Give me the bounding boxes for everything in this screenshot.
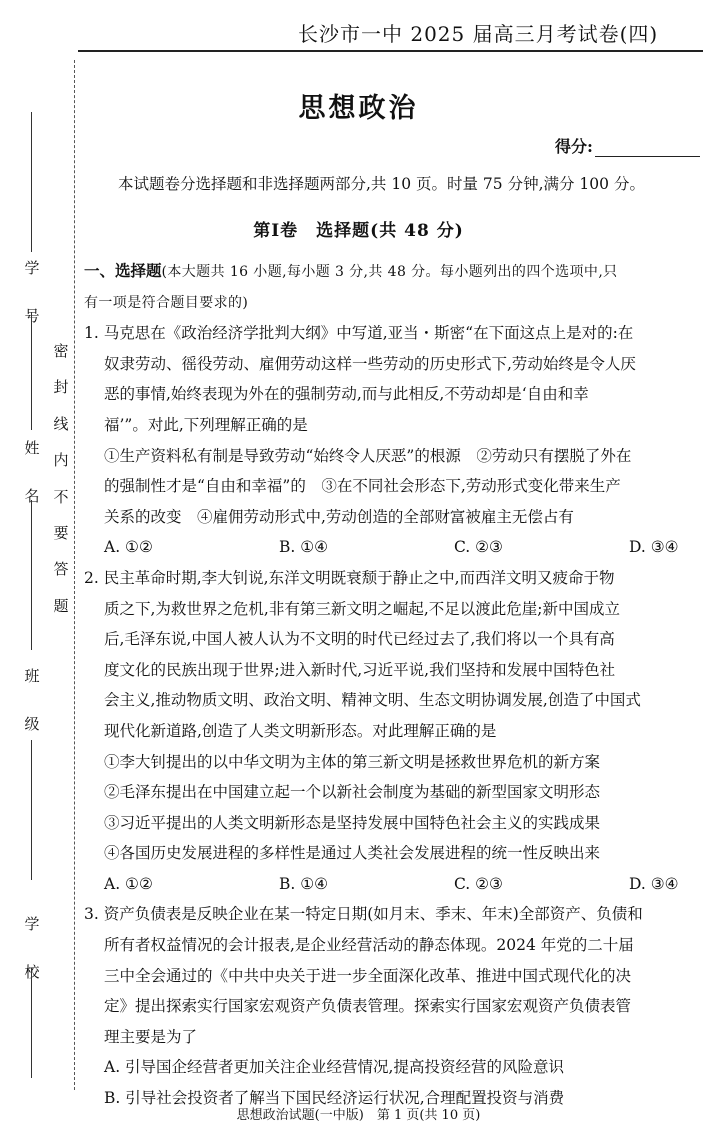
- part-note-1: (本大题共 16 小题,每小题 3 分,共 48 分。每小题列出的四个选项中,只: [161, 264, 618, 280]
- name-text: 姓 名: [24, 439, 40, 505]
- score-field: [555, 134, 700, 157]
- q3-line: 定》提出探索实行国家宏观资产负债表管理。探索实行国家宏观资产负债表管: [104, 997, 632, 1016]
- q2-option-b[interactable]: B. ①④: [279, 874, 329, 893]
- q3-line: 三中全会通过的《中共中央关于进一步全面深化改革、推进中国式现代化的决: [104, 966, 632, 985]
- q1-line: 的强制性才是“自由和幸福”的 ③在不同社会形态下,劳动形式变化带来生产: [104, 477, 621, 496]
- q2-line: 现代化新道路,创造了人类文明新形态。对此理解正确的是: [104, 721, 497, 740]
- part-note-2: 有一项是符合题目要求的): [84, 294, 249, 311]
- question-1: [84, 318, 704, 563]
- q2-line: 2. 民主革命时期,李大钊说,东洋文明既衰颓于静止之中,而西洋文明又疲命于物: [84, 568, 615, 587]
- q1-line: 恶的事情,始终表现为外在的强制劳动,而与此相反,不劳动却是‘自由和幸: [104, 385, 589, 404]
- section-title: 第Ⅰ卷 选择题(共 48 分): [253, 221, 464, 241]
- class-text: 班 级: [24, 667, 40, 733]
- name-blank[interactable]: [31, 500, 32, 650]
- q2-line: 后,毛泽东说,中国人被人认为不文明的时代已经过去了,我们将以一个具有高: [104, 630, 615, 649]
- q2-item: ④各国历史发展进程的多样性是通过人类社会发展进程的统一性反映出来: [104, 844, 601, 863]
- q3-line: 理主要是为了: [104, 1027, 198, 1046]
- header-rule: [78, 50, 703, 52]
- page-footer: 思想政治试题(一中版) 第 1 页(共 10 页): [236, 1108, 481, 1123]
- q3-option-b[interactable]: B. 引导社会投资者了解当下国民经济运行状况,合理配置投资与消费: [104, 1089, 565, 1108]
- part-heading: [84, 256, 704, 288]
- student-id-text: 学 号: [24, 259, 40, 325]
- q1-line: 关系的改变 ④雇佣劳动形式中,劳动创造的全部财富被雇主无偿占有: [104, 507, 574, 526]
- q1-options: [84, 532, 704, 563]
- student-id-label: [22, 256, 42, 328]
- q1-line: 奴隶劳动、徭役劳动、雇佣劳动这样一些劳动的历史形式下,劳动始终是令人厌: [104, 354, 636, 373]
- seal-char: 线: [53, 414, 69, 433]
- seal-char: 密: [53, 342, 69, 360]
- student-id-blank-lower[interactable]: [31, 312, 32, 430]
- exam-intro: 本试题卷分选择题和非选择题两部分,共 10 页。时量 75 分钟,满分 100 分。: [118, 175, 645, 193]
- school-label: [22, 912, 42, 984]
- exam-header-title: 长沙市一中 2025 届高三月考试卷(四): [298, 22, 659, 46]
- part-head: 一、选择题: [84, 261, 162, 280]
- q1-line: ①生产资料私有制是导致劳动“始终令人厌恶”的根源 ②劳动只有摆脱了外在: [104, 446, 632, 465]
- class-blank[interactable]: [31, 740, 32, 880]
- q2-options: [84, 869, 704, 900]
- q3-line: 3. 资产负债表是反映企业在某一特定日期(如月末、季末、年末)全部资产、负债和: [84, 905, 643, 924]
- q2-item: ②毛泽东提出在中国建立起一个以新社会制度为基础的新型国家文明形态: [104, 783, 601, 802]
- subject-title: 思想政治: [298, 93, 419, 124]
- q1-option-b[interactable]: B. ①④: [279, 538, 329, 557]
- q3-line: 所有者权益情况的会计报表,是企业经营活动的静态体现。2024 年党的二十届: [104, 936, 634, 955]
- seal-notice: [50, 340, 72, 740]
- q1-line: 1. 马克思在《政治经济学批判大纲》中写道,亚当・斯密“在下面这点上是对的:在: [84, 324, 634, 343]
- q2-line: 质之下,为救世界之危机,非有第三新文明之崛起,不足以渡此危崖;新中国成立: [104, 599, 621, 618]
- score-blank[interactable]: [595, 140, 700, 157]
- school-text: 学 校: [24, 915, 40, 981]
- seal-char: 题: [53, 596, 69, 615]
- q3-option-a[interactable]: A. 引导国企经营者更加关注企业经营情况,提高投资经营的风险意识: [104, 1058, 564, 1077]
- q1-option-a[interactable]: A. ①②: [104, 538, 153, 557]
- q2-item: ①李大钊提出的以中华文明为主体的第三新文明是拯救世界危机的新方案: [104, 752, 601, 771]
- question-2: [84, 563, 704, 900]
- q2-option-c[interactable]: C. ②③: [454, 874, 503, 893]
- q2-option-a[interactable]: A. ①②: [104, 874, 153, 893]
- q1-option-d[interactable]: D. ③④: [629, 538, 679, 557]
- seal-char: 内: [53, 451, 69, 470]
- q2-line: 度文化的民族出现于世界;进入新时代,习近平说,我们坚持和发展中国特色社: [104, 660, 616, 679]
- q2-item: ③习近平提出的人类文明新形态是坚持发展中国特色社会主义的实践成果: [104, 813, 601, 832]
- q2-line: 会主义,推动物质文明、政治文明、精神文明、生态文明协调发展,创造了中国式: [104, 691, 641, 710]
- q2-option-d[interactable]: D. ③④: [629, 874, 679, 893]
- q1-option-c[interactable]: C. ②③: [454, 538, 503, 557]
- q1-line: 福’”。对此,下列理解正确的是: [104, 415, 308, 434]
- question-content: [84, 256, 704, 1114]
- seal-char: 答: [53, 560, 69, 579]
- seal-char: 不: [53, 487, 69, 506]
- school-blank[interactable]: [31, 968, 32, 1078]
- question-3: [84, 899, 704, 1113]
- class-label: [22, 664, 42, 736]
- name-label: [22, 436, 42, 508]
- seal-line: [74, 60, 75, 1090]
- score-label: 得分:: [555, 137, 593, 156]
- seal-char: 要: [53, 523, 69, 542]
- seal-char: 封: [53, 378, 69, 397]
